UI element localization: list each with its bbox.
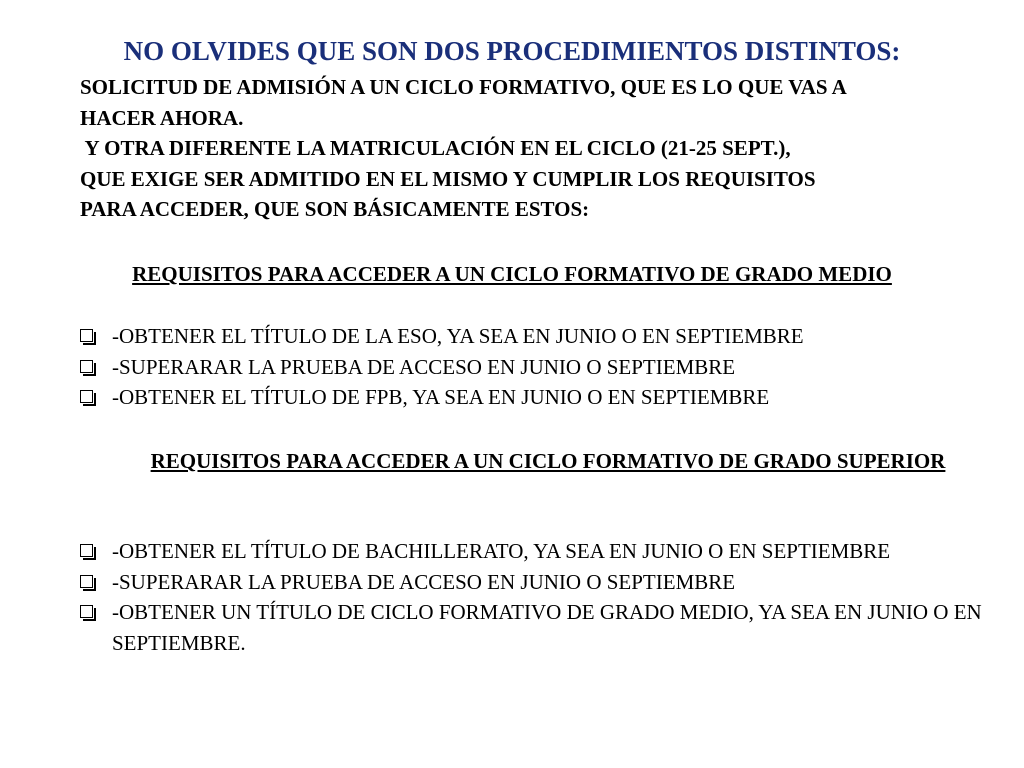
list-item-text: -SUPERARAR LA PRUEBA DE ACCESO EN JUNIO O SEPTIEMBRE	[112, 354, 736, 379]
intro-line: QUE EXIGE SER ADMITIDO EN EL MISMO Y CUMPLIR LOS REQUISITOS	[80, 166, 816, 191]
intro-line: PARA ACCEDER, QUE SON BÁSICAMENTE ESTOS:	[80, 197, 590, 221]
list-item	[80, 597, 1010, 658]
list-item-text: -OBTENER UN TÍTULO DE CICLO FORMATIVO DE GRADO MEDIO, YA SEA EN JUNIO O EN SEPTIEMBRE.	[112, 600, 982, 655]
grado-medio-heading: REQUISITOS PARA ACCEDER A UN CICLO FORMATIVO DE GRADO MEDIO	[132, 262, 892, 286]
checkbox-square-icon	[80, 605, 93, 618]
list-item	[80, 352, 1010, 383]
grado-superior-requirements-list	[80, 536, 1010, 658]
list-item-text: -OBTENER EL TÍTULO DE LA ESO, YA SEA EN JUNIO O EN SEPTIEMBRE	[112, 324, 804, 348]
list-item	[80, 382, 1010, 413]
list-item	[80, 321, 1010, 352]
checkbox-square-icon	[80, 329, 93, 342]
list-item-text: -OBTENER EL TÍTULO DE FPB, YA SEA EN JUNIO O EN SEPTIEMBRE	[112, 385, 770, 409]
checkbox-square-icon	[80, 575, 93, 588]
list-item	[80, 567, 1010, 598]
checkbox-square-icon	[80, 544, 93, 557]
intro-line: SOLICITUD DE ADMISIÓN A UN CICLO FORMATIVO, QUE ES LO QUE VAS A	[80, 75, 847, 99]
list-item-text: -SUPERARAR LA PRUEBA DE ACCESO EN JUNIO O SEPTIEMBRE	[112, 569, 736, 594]
list-item-text: -OBTENER EL TÍTULO DE BACHILLERATO, YA SEA EN JUNIO O EN SEPTIEMBRE	[112, 539, 891, 563]
intro-paragraph	[80, 72, 1020, 225]
intro-line: Y OTRA DIFERENTE LA MATRICULACIÓN EN EL CICLO (21-25 SEPT.),	[80, 136, 791, 160]
list-item	[80, 536, 1010, 567]
intro-line: HACER AHORA.	[80, 105, 244, 130]
checkbox-square-icon	[80, 360, 93, 373]
grado-superior-heading: REQUISITOS PARA ACCEDER A UN CICLO FORMATIVO DE GRADO SUPERIOR	[150, 449, 946, 473]
checkbox-square-icon	[80, 390, 93, 403]
grado-medio-requirements-list	[80, 321, 1010, 413]
page-title: NO OLVIDES QUE SON DOS PROCEDIMIENTOS DISTINTOS:	[123, 36, 901, 66]
